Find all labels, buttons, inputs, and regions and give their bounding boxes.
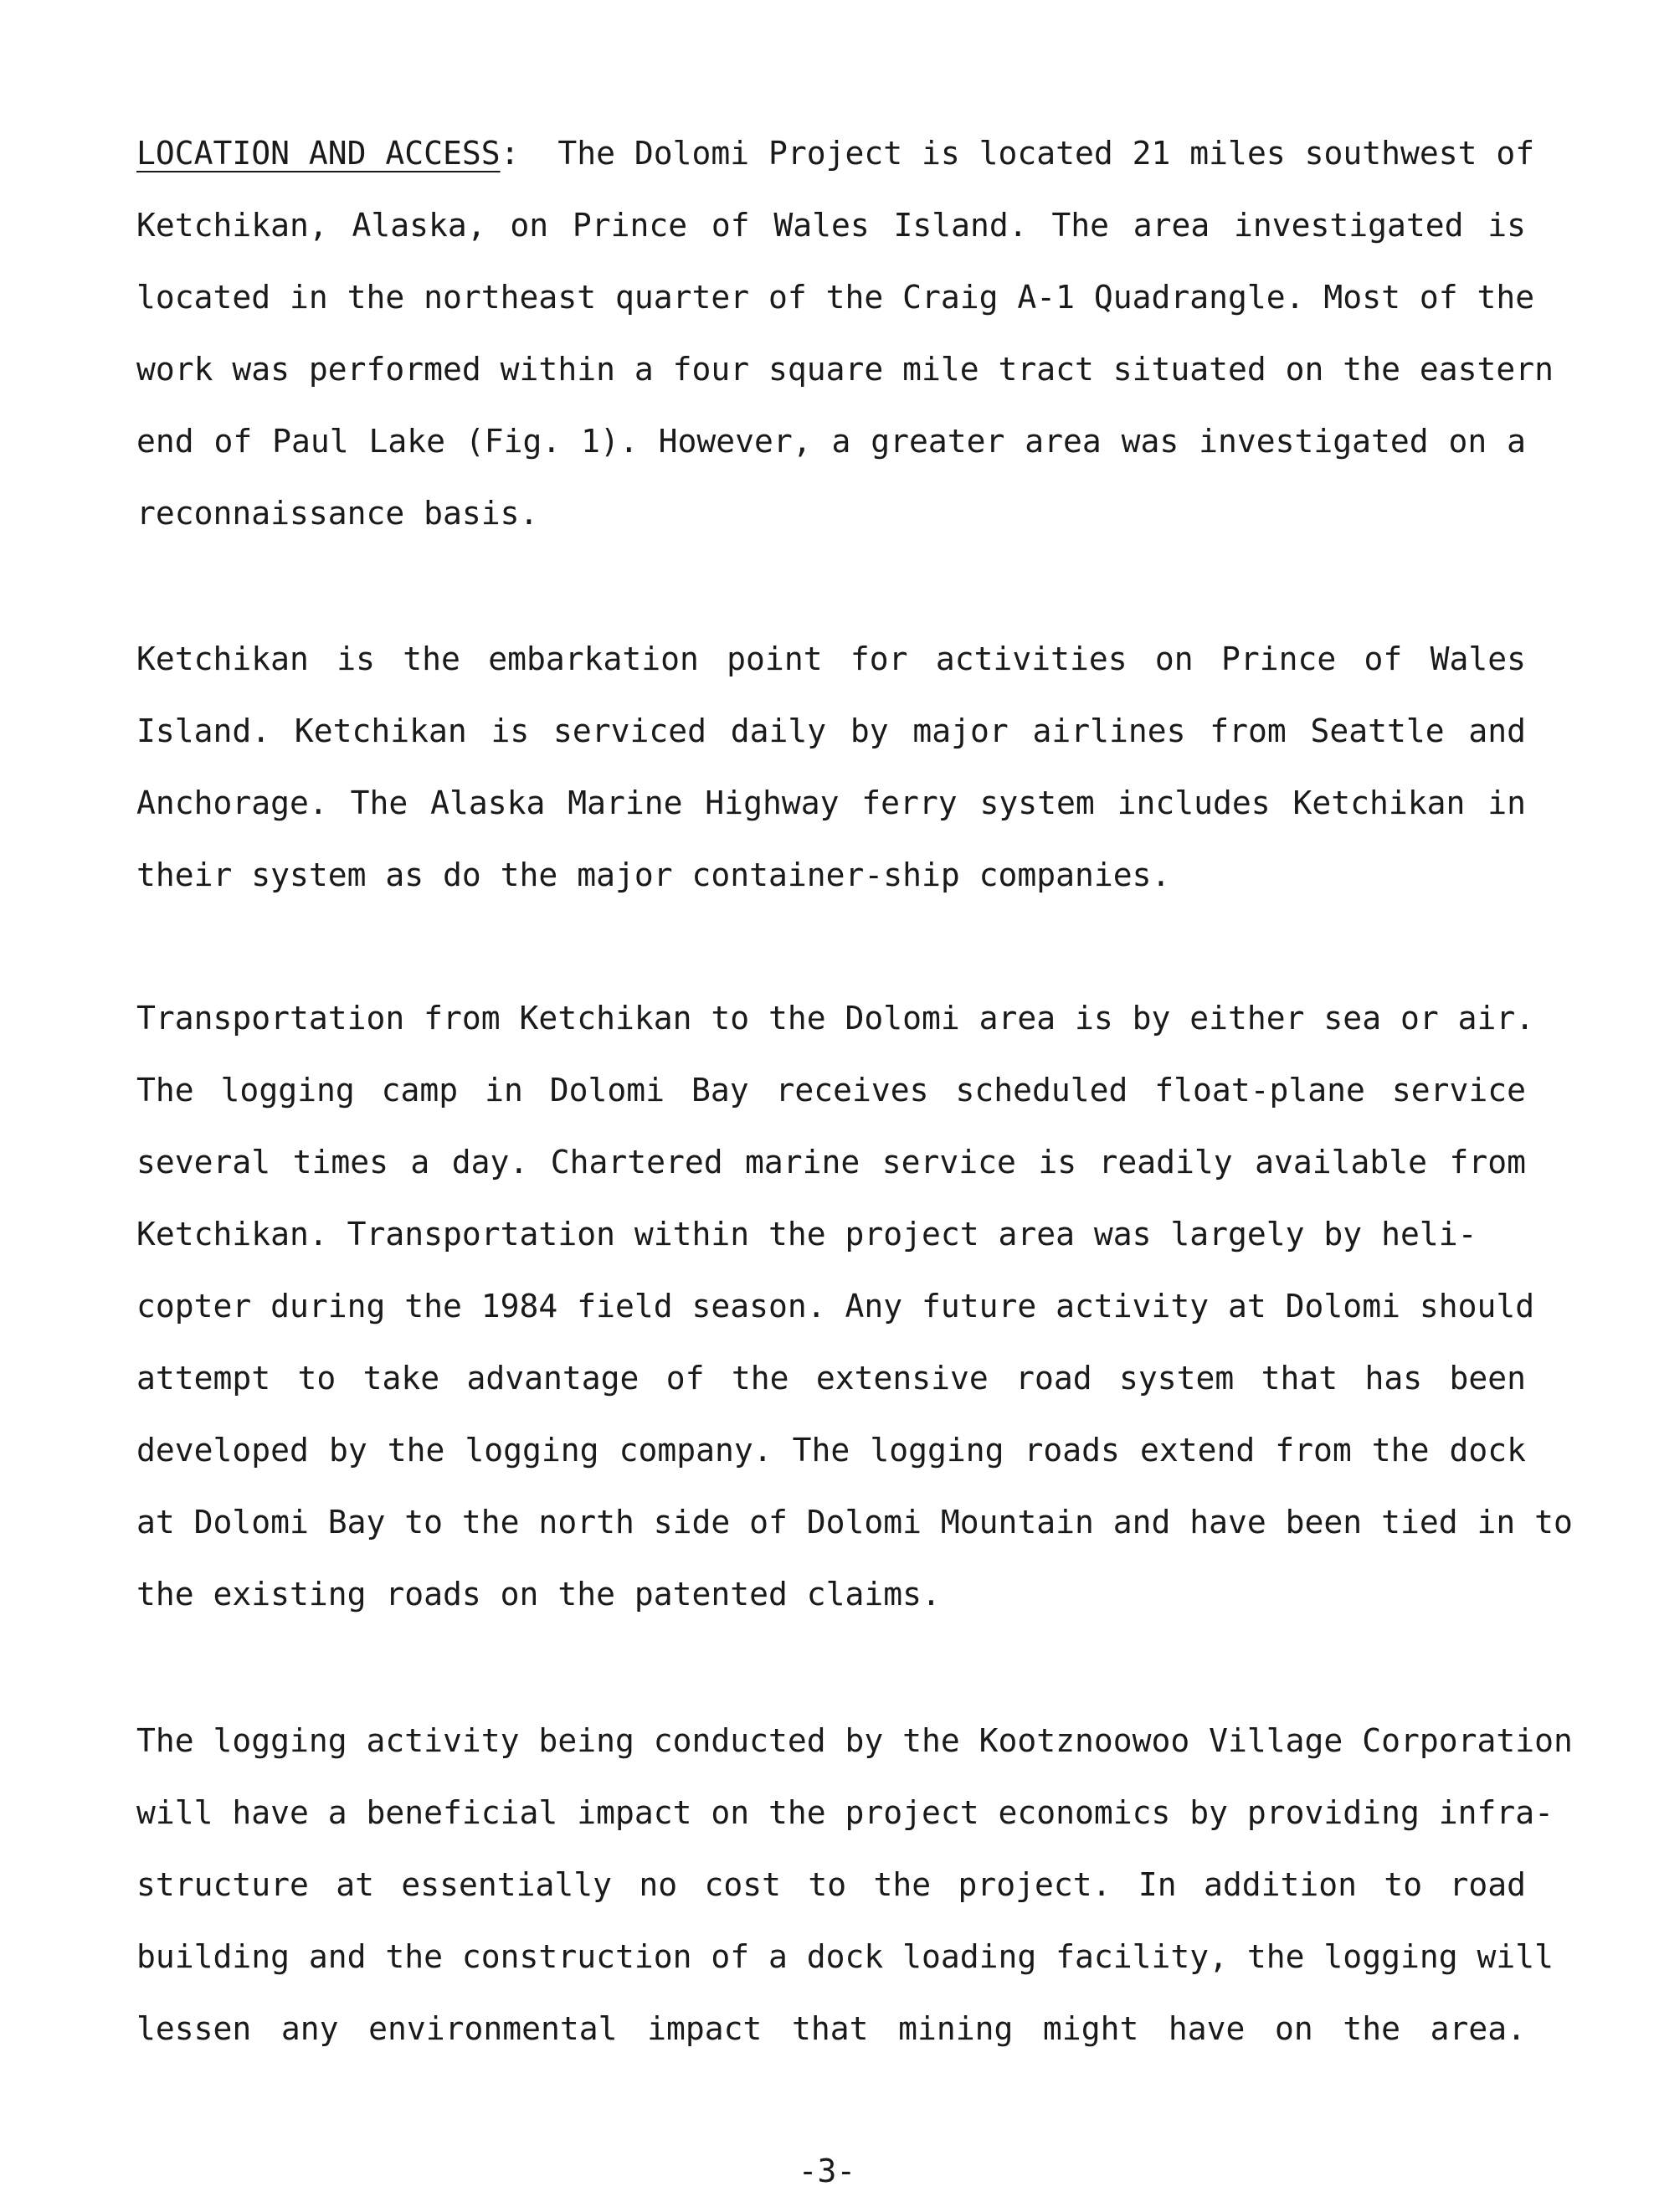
paragraph-line: Ketchikan is the embarkation point for activities on Prince of Wales bbox=[136, 640, 1526, 677]
paragraph-line: work was performed within a four square mile tract situated on the eastern bbox=[136, 351, 1554, 388]
paragraph-line: lessen any environmental impact that mining might have on the area. bbox=[136, 2010, 1526, 2047]
paragraph-line: Transportation from Ketchikan to the Dolomi area is by either sea or air. bbox=[136, 1000, 1535, 1037]
paragraph-line: end of Paul Lake (Fig. 1). However, a greater area was investigated on a bbox=[136, 423, 1526, 460]
paragraph-line: structure at essentially no cost to the project. In addition to road bbox=[136, 1866, 1526, 1903]
paragraph-line: Anchorage. The Alaska Marine Highway ferry system includes Ketchikan in bbox=[136, 784, 1526, 821]
paragraph-line: Island. Ketchikan is serviced daily by major airlines from Seattle and bbox=[136, 712, 1526, 749]
paragraph-line: building and the construction of a dock loading facility, the logging will bbox=[136, 1938, 1554, 1975]
paragraph-transportation bbox=[136, 982, 1573, 1630]
paragraph-line: will have a beneficial impact on the project economics by providing infra- bbox=[136, 1794, 1554, 1831]
paragraph-line: their system as do the major container-ship companies. bbox=[136, 857, 1171, 893]
paragraph-line: at Dolomi Bay to the north side of Dolomi Mountain and have been tied in to bbox=[136, 1504, 1573, 1541]
page-number: -3- bbox=[798, 2153, 856, 2189]
paragraph-line: the existing roads on the patented claims. bbox=[136, 1576, 941, 1613]
paragraph-line bbox=[136, 117, 1535, 189]
paragraph-line: Ketchikan, Alaska, on Prince of Wales Island. The area investigated is bbox=[136, 207, 1526, 244]
paragraph-line: The logging activity being conducted by the Kootznoowoo Village Corporation bbox=[136, 1722, 1573, 1759]
paragraph-line: copter during the 1984 field season. Any future activity at Dolomi should bbox=[136, 1288, 1535, 1325]
paragraph-line: located in the northeast quarter of the Craig A-1 Quadrangle. Most of the bbox=[136, 279, 1535, 316]
paragraph-logging-activity bbox=[136, 1705, 1573, 2065]
paragraph-ketchikan-embarkation bbox=[136, 623, 1526, 911]
paragraph-location-and-access bbox=[136, 117, 1554, 549]
paragraph-line: attempt to take advantage of the extensive road system that has been bbox=[136, 1360, 1526, 1397]
paragraph-line: developed by the logging company. The logging roads extend from the dock bbox=[136, 1432, 1526, 1469]
paragraph-line-text: The Dolomi Project is located 21 miles southwest of bbox=[519, 135, 1535, 172]
section-heading: LOCATION AND ACCESS bbox=[136, 135, 501, 172]
section-heading-colon: : bbox=[500, 135, 520, 172]
paragraph-line: several times a day. Chartered marine service is readily available from bbox=[136, 1144, 1526, 1181]
paragraph-line: reconnaissance basis. bbox=[136, 495, 539, 532]
paragraph-line: The logging camp in Dolomi Bay receives scheduled float-plane service bbox=[136, 1072, 1526, 1109]
paragraph-line: Ketchikan. Transportation within the project area was largely by heli- bbox=[136, 1216, 1477, 1253]
